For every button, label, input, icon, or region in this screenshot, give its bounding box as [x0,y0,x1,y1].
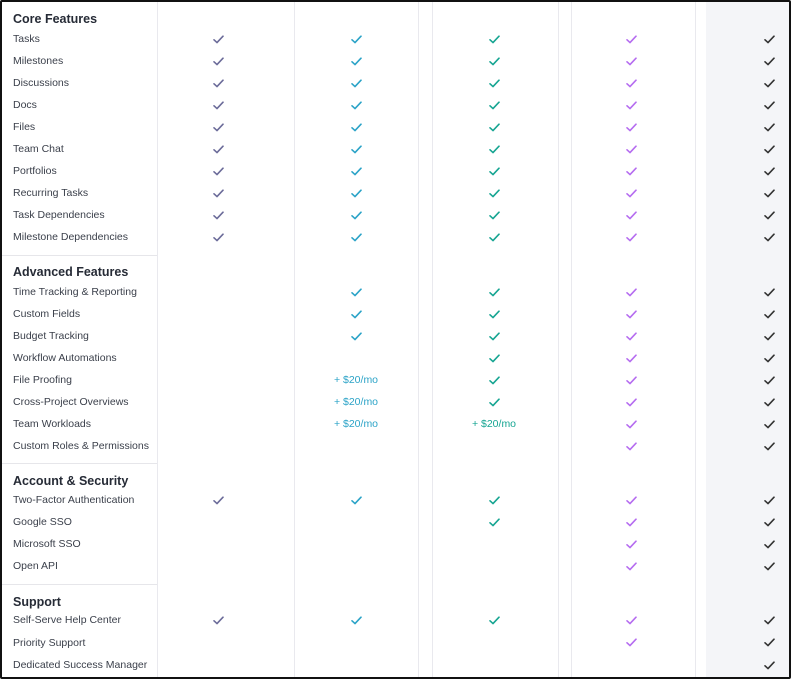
feature-included-cell [464,53,524,69]
checkmark-icon [626,540,637,549]
feature-included-cell [601,558,661,574]
feature-included-cell [601,350,661,366]
feature-included-cell [188,207,248,223]
addon-price-cell [326,372,386,388]
feature-included-cell [601,514,661,530]
section-title-account-and-security: Account & Security [13,474,129,488]
feature-included-cell [326,141,386,157]
checkmark-icon [626,35,637,44]
feature-included-cell [601,536,661,552]
checkmark-icon [626,496,637,505]
checkmark-icon [626,101,637,110]
checkmark-icon [489,123,500,132]
checkmark-icon [764,518,775,527]
feature-included-cell [601,53,661,69]
checkmark-icon [764,57,775,66]
checkmark-icon [489,79,500,88]
feature-label-budget-tracking: Budget Tracking [13,330,89,342]
checkmark-icon [351,616,362,625]
checkmark-icon [764,398,775,407]
feature-included-cell [601,438,661,454]
checkmark-icon [764,310,775,319]
checkmark-icon [626,57,637,66]
section-divider [2,463,157,464]
checkmark-icon [764,167,775,176]
checkmark-icon [764,123,775,132]
checkmark-icon [764,211,775,220]
checkmark-icon [351,310,362,319]
checkmark-icon [489,518,500,527]
feature-included-cell [464,229,524,245]
checkmark-icon [489,616,500,625]
feature-label-two-factor-authentication: Two-Factor Authentication [13,494,135,506]
feature-included-cell [188,185,248,201]
feature-included-cell [326,284,386,300]
column-separator [157,2,158,677]
feature-label-files: Files [13,121,36,133]
feature-included-cell [188,141,248,157]
feature-included-cell [464,31,524,47]
feature-included-cell [601,141,661,157]
feature-label-workflow-automations: Workflow Automations [13,352,117,364]
section-title-core-features: Core Features [13,12,98,26]
checkmark-icon [626,616,637,625]
checkmark-icon [626,376,637,385]
feature-included-cell [188,53,248,69]
feature-included-cell [464,185,524,201]
checkmark-icon [764,354,775,363]
checkmark-icon [213,167,224,176]
feature-label-custom-roles-and-permissions: Custom Roles & Permissions [13,440,149,452]
feature-label-dedicated-success-manager: Dedicated Success Manager [13,659,148,671]
feature-included-cell [464,163,524,179]
checkmark-icon [626,167,637,176]
feature-included-cell [601,612,661,628]
feature-label-team-workloads: Team Workloads [13,418,92,430]
feature-included-cell [601,328,661,344]
checkmark-icon [764,496,775,505]
checkmark-icon [764,35,775,44]
checkmark-icon [351,79,362,88]
feature-included-cell [739,207,791,223]
feature-included-cell [188,75,248,91]
checkmark-icon [764,616,775,625]
column-separator [558,2,559,677]
feature-label-cross-project-overviews: Cross-Project Overviews [13,396,129,408]
feature-label-milestones: Milestones [13,55,64,67]
feature-included-cell [464,75,524,91]
checkmark-icon [351,101,362,110]
feature-included-cell [464,492,524,508]
checkmark-icon [489,145,500,154]
feature-included-cell [326,75,386,91]
feature-included-cell [601,416,661,432]
feature-label-milestone-dependencies: Milestone Dependencies [13,231,128,243]
checkmark-icon [764,562,775,571]
feature-included-cell [601,306,661,322]
addon-price-label: + $20/mo [333,374,379,386]
checkmark-icon [764,145,775,154]
feature-included-cell [464,141,524,157]
feature-label-tasks: Tasks [13,33,40,45]
addon-price-cell [464,416,524,432]
feature-included-cell [601,75,661,91]
checkmark-icon [626,518,637,527]
checkmark-icon [489,233,500,242]
feature-included-cell [739,97,791,113]
checkmark-icon [764,420,775,429]
feature-included-cell [739,416,791,432]
feature-included-cell [739,185,791,201]
feature-label-file-proofing: File Proofing [13,374,72,386]
checkmark-icon [489,57,500,66]
checkmark-icon [489,332,500,341]
feature-label-open-api: Open API [13,560,58,572]
feature-included-cell [739,492,791,508]
column-separator [294,2,295,677]
checkmark-icon [213,35,224,44]
feature-included-cell [739,31,791,47]
feature-included-cell [739,163,791,179]
checkmark-icon [489,101,500,110]
feature-included-cell [601,207,661,223]
feature-label-self-serve-help-center: Self-Serve Help Center [13,614,121,626]
feature-included-cell [739,328,791,344]
feature-included-cell [739,284,791,300]
feature-included-cell [326,207,386,223]
checkmark-icon [213,123,224,132]
feature-included-cell [464,284,524,300]
column-separator [432,2,433,677]
feature-included-cell [739,141,791,157]
feature-included-cell [739,536,791,552]
feature-included-cell [464,350,524,366]
feature-included-cell [739,229,791,245]
feature-label-team-chat: Team Chat [13,143,64,155]
feature-included-cell [188,163,248,179]
checkmark-icon [489,288,500,297]
feature-included-cell [601,97,661,113]
feature-included-cell [464,306,524,322]
feature-included-cell [601,394,661,410]
checkmark-icon [351,233,362,242]
checkmark-icon [626,310,637,319]
feature-included-cell [601,229,661,245]
feature-included-cell [739,558,791,574]
feature-included-cell [326,229,386,245]
feature-included-cell [464,119,524,135]
feature-included-cell [326,185,386,201]
checkmark-icon [764,442,775,451]
feature-included-cell [326,163,386,179]
checkmark-icon [626,442,637,451]
feature-included-cell [188,119,248,135]
feature-included-cell [188,97,248,113]
feature-included-cell [326,612,386,628]
feature-label-custom-fields: Custom Fields [13,308,81,320]
feature-included-cell [739,635,791,651]
checkmark-icon [626,638,637,647]
checkmark-icon [764,189,775,198]
checkmark-icon [213,616,224,625]
checkmark-icon [764,661,775,670]
checkmark-icon [213,496,224,505]
feature-included-cell [601,163,661,179]
checkmark-icon [351,332,362,341]
feature-included-cell [188,31,248,47]
feature-included-cell [739,612,791,628]
column-separator [418,2,419,677]
section-title-advanced-features: Advanced Features [13,265,129,279]
checkmark-icon [351,35,362,44]
feature-included-cell [188,492,248,508]
feature-label-microsoft-sso: Microsoft SSO [13,538,81,550]
feature-included-cell [739,75,791,91]
checkmark-icon [213,189,224,198]
column-separator [571,2,572,677]
feature-included-cell [601,185,661,201]
feature-included-cell [601,372,661,388]
checkmark-icon [489,354,500,363]
feature-included-cell [326,492,386,508]
checkmark-icon [626,332,637,341]
checkmark-icon [764,540,775,549]
feature-included-cell [739,657,791,673]
checkmark-icon [764,332,775,341]
feature-included-cell [739,514,791,530]
feature-label-time-tracking-and-reporting: Time Tracking & Reporting [13,286,137,298]
feature-included-cell [739,372,791,388]
feature-label-task-dependencies: Task Dependencies [13,209,105,221]
checkmark-icon [489,376,500,385]
checkmark-icon [626,233,637,242]
feature-included-cell [188,612,248,628]
feature-included-cell [464,97,524,113]
checkmark-icon [764,288,775,297]
addon-price-label: + $20/mo [333,418,379,430]
checkmark-icon [626,562,637,571]
checkmark-icon [764,376,775,385]
feature-label-portfolios: Portfolios [13,165,57,177]
feature-included-cell [464,394,524,410]
feature-included-cell [464,207,524,223]
checkmark-icon [351,189,362,198]
feature-included-cell [739,53,791,69]
checkmark-icon [489,398,500,407]
section-title-support: Support [13,595,61,609]
feature-label-docs: Docs [13,99,37,111]
feature-included-cell [739,438,791,454]
addon-price-label: + $20/mo [333,396,379,408]
checkmark-icon [626,145,637,154]
checkmark-icon [764,101,775,110]
checkmark-icon [489,496,500,505]
feature-included-cell [601,492,661,508]
feature-included-cell [188,229,248,245]
feature-included-cell [601,31,661,47]
checkmark-icon [351,145,362,154]
feature-label-priority-support: Priority Support [13,636,86,649]
checkmark-icon [489,167,500,176]
checkmark-icon [489,310,500,319]
checkmark-icon [626,79,637,88]
checkmark-icon [213,79,224,88]
feature-included-cell [326,31,386,47]
checkmark-icon [351,123,362,132]
feature-included-cell [326,306,386,322]
feature-included-cell [464,328,524,344]
feature-included-cell [739,394,791,410]
feature-included-cell [326,119,386,135]
feature-included-cell [326,53,386,69]
feature-included-cell [739,119,791,135]
feature-label-discussions: Discussions [13,77,70,89]
feature-included-cell [739,350,791,366]
feature-included-cell [739,306,791,322]
addon-price-cell [326,394,386,410]
checkmark-icon [489,35,500,44]
checkmark-icon [351,57,362,66]
checkmark-icon [626,211,637,220]
section-divider [2,255,157,256]
checkmark-icon [764,79,775,88]
feature-label-recurring-tasks: Recurring Tasks [13,187,89,199]
feature-included-cell [464,372,524,388]
feature-included-cell [601,119,661,135]
feature-included-cell [464,612,524,628]
checkmark-icon [764,233,775,242]
checkmark-icon [213,145,224,154]
checkmark-icon [213,57,224,66]
feature-included-cell [326,97,386,113]
addon-price-cell [326,416,386,432]
checkmark-icon [626,123,637,132]
checkmark-icon [626,189,637,198]
checkmark-icon [764,638,775,647]
checkmark-icon [626,354,637,363]
addon-price-label: + $20/mo [471,418,517,430]
checkmark-icon [213,101,224,110]
column-separator [695,2,696,677]
checkmark-icon [351,167,362,176]
checkmark-icon [351,288,362,297]
checkmark-icon [213,233,224,242]
checkmark-icon [626,288,637,297]
checkmark-icon [626,420,637,429]
feature-included-cell [326,328,386,344]
feature-included-cell [601,635,661,651]
checkmark-icon [489,189,500,198]
feature-label-google-sso: Google SSO [13,516,72,528]
checkmark-icon [626,398,637,407]
checkmark-icon [213,211,224,220]
checkmark-icon [489,211,500,220]
checkmark-icon [351,496,362,505]
checkmark-icon [351,211,362,220]
feature-included-cell [601,284,661,300]
section-divider [2,584,157,585]
feature-included-cell [464,514,524,530]
